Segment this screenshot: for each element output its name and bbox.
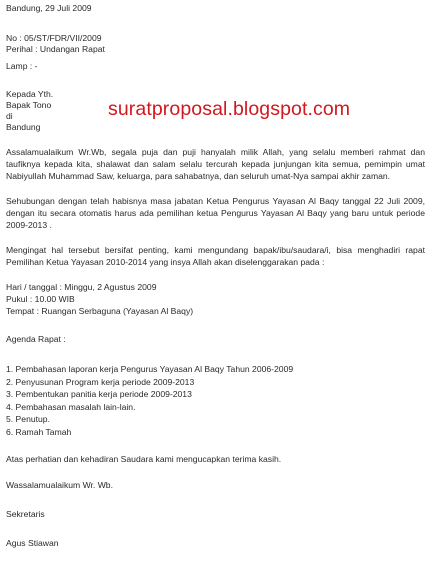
watermark-text: suratproposal.blogspot.com xyxy=(108,98,351,120)
place-date: Bandung, 29 Juli 2009 xyxy=(6,3,92,13)
recipient-line: Kepada Yth. xyxy=(6,89,54,99)
agenda-item: 6. Ramah Tamah xyxy=(6,426,72,437)
schedule-block xyxy=(6,281,425,317)
letter-number: No : 05/ST/FDR/VII/2009 xyxy=(6,33,102,43)
closing-salam: Wassalamualaikum Wr. Wb. xyxy=(6,480,113,490)
agenda-item: 3. Pembentukan panitia kerja periode 2009-2013 xyxy=(6,389,192,399)
signer-role: Sekretaris xyxy=(6,509,45,519)
agenda-item: 2. Penyusunan Program kerja periode 2009-2013 xyxy=(6,376,195,387)
opening-paragraph: Assalamualaikum Wr.Wb, segala puja dan puji hanyalah milik Allah, yang selalu memberi rahmat dan taufiknya kepada kita, shalawat dan salam selalu tercurah kepada junjungan kita semua, pemimpin umat Nabiyullah Muhammad Saw, keluarga, para sahabatnya, dan seluruh umat-Nya sampai akhir zaman. xyxy=(6,147,425,181)
schedule-time: Pukul : 10.00 WIB xyxy=(6,294,75,304)
letter-subject: Perihal : Undangan Rapat xyxy=(6,44,105,54)
closing-sentence: Atas perhatian dan kehadiran Saudara kami mengucapkan terima kasih. xyxy=(6,454,282,464)
agenda-item: 4. Pembahasan masalah lain-lain. xyxy=(6,401,136,412)
recipient-line: di xyxy=(6,111,13,121)
paragraph-2: Mengingat hal tersebut bersifat penting, kami mengundang bapak/ibu/saudara/i, bisa menghadiri rapat Pemilihan Ketua Yayasan 2010-2014 yang insya Allah akan diselenggarakan pada : xyxy=(6,245,425,267)
schedule-place: Tempat : Ruangan Serbaguna (Yayasan Al Baqy) xyxy=(6,306,194,316)
schedule-date: Hari / tanggal : Minggu, 2 Agustus 2009 xyxy=(6,282,157,292)
agenda-item: 5. Penutup. xyxy=(6,414,50,424)
recipient-line: Bandung xyxy=(6,122,41,132)
recipient-line: Bapak Tono xyxy=(6,100,52,110)
agenda-item: 1. Pembahasan laporan kerja Pengurus Yayasan Al Baqy Tahun 2006-2009 xyxy=(6,364,294,374)
agenda-list xyxy=(6,363,425,438)
agenda-title: Agenda Rapat : xyxy=(6,334,66,344)
signer-name: Agus Stiawan xyxy=(6,538,59,548)
paragraph-1: Sehubungan dengan telah habisnya masa jabatan Ketua Pengurus Yayasan Al Baqy tanggal 22 Juli 2009, dengan itu secara otomatis harus ada pemilihan ketua Pengurus Yayasan Al Baqy yang baru untuk periode 2009-2013 . xyxy=(6,196,425,230)
letter-attachment: Lamp : - xyxy=(6,61,38,71)
